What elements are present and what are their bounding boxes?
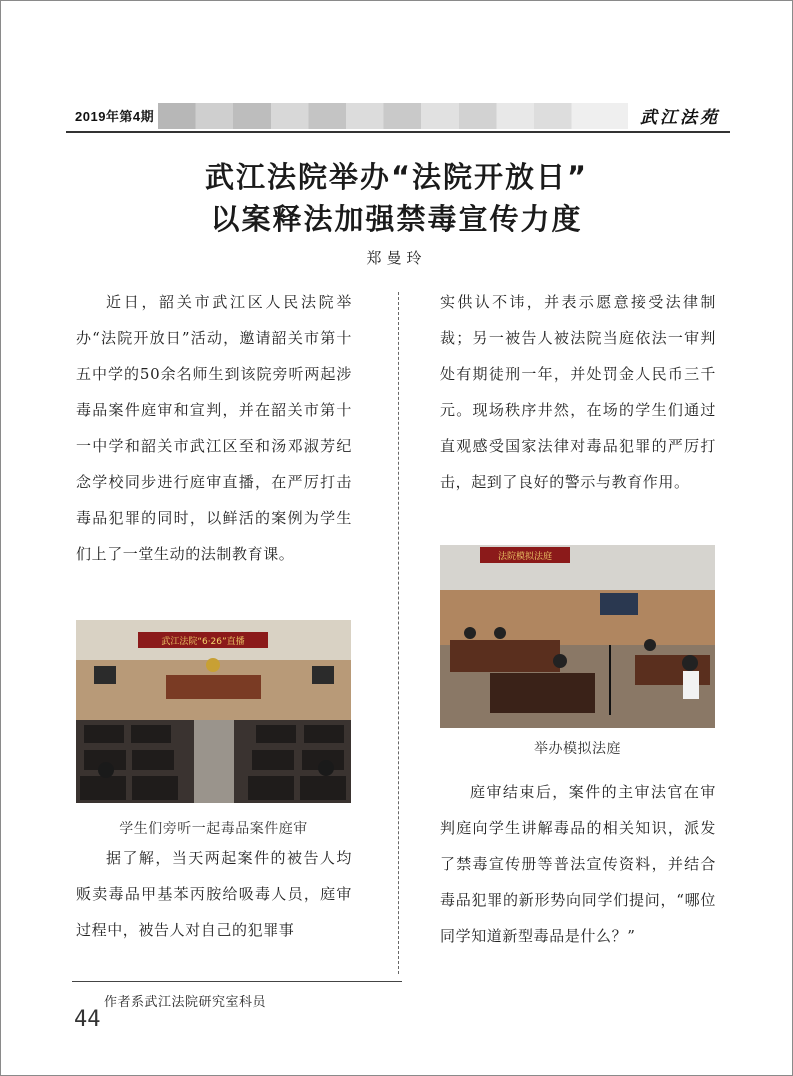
paragraph: 近日，韶关市武江区人民法院举办“法院开放日”活动，邀请韶关市第十五中学的50余名师生到该院旁听两起涉毒品案件庭审和宣判，并在韶关市第十一中学和韶关市武江区至和汤邓淑芳纪念学校同步进行庭审直播，在严厉打击毒品犯罪的同时，以鲜活的案例为学生们上了一堂生动的法制教育课。 [76,293,352,563]
column-divider [398,292,399,974]
paragraph: 据了解，当天两起案件的被告人均贩卖毒品甲基苯丙胺给吸毒人员，庭审过程中，被告人对自己的犯罪事 [76,849,352,939]
mock-court-photo-image [440,545,715,728]
photo1-banner: 武江法院“6·26”直播 [161,637,245,647]
photo1-caption: 学生们旁听一起毒品案件庭审 [119,821,308,837]
article-title-line2: 以案释法加强禁毒宣传力度 [210,202,583,236]
photo2-caption: 举办模拟法庭 [534,741,621,757]
page-number: 44 [74,1007,101,1032]
author-footnote: 作者系武江法院研究室科员 [104,995,267,1010]
left-column-bottom [76,840,352,948]
magazine-brand: 武江法苑 [640,108,720,128]
article-author: 郑曼玲 [366,249,427,267]
right-column-top [440,284,716,500]
header-rule [66,131,730,133]
right-column-bottom [440,774,716,954]
paragraph: 庭审结束后，案件的主审法官在审判庭向学生讲解毒品的相关知识，派发了禁毒宣传册等普法宣传资料，并结合毒品犯罪的新形势向同学们提问，“哪位同学知道新型毒品是什么？” [440,783,716,945]
left-column-top [76,284,352,572]
courtroom-photo-image [76,620,351,803]
courtroom-photo [76,620,351,803]
header-band [158,103,628,129]
paragraph: 实供认不讳，并表示愿意接受法律制裁；另一被告人被法院当庭依法一审判处有期徒刑一年，并处罚金人民币三千元。现场秩序井然，在场的学生们通过直观感受国家法律对毒品犯罪的严厉打击，起到了良好的警示与教育作用。 [440,293,716,491]
photo2-banner: 法院模拟法庭 [497,552,553,562]
issue-label: 2019年第4期 [75,109,155,124]
footnote-rule [72,981,402,982]
mock-court-photo [440,545,715,728]
article-title-line1: 武江法院举办“法院开放日” [204,160,589,194]
